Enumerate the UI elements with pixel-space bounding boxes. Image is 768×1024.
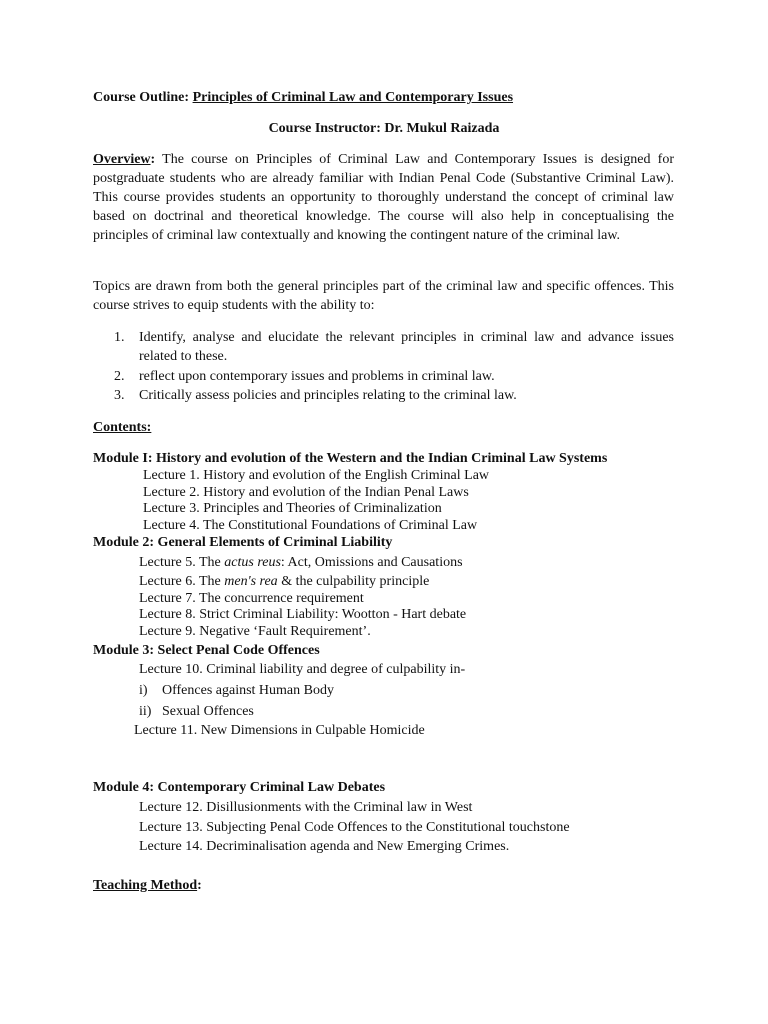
topics-paragraph: Topics are drawn from both the general principles part of the criminal law and specific offences. This course strives to equip students with the ability to: <box>93 279 674 313</box>
lecture-item: Lecture 5. The actus reus: Act, Omissions and Causations <box>139 555 463 570</box>
lecture-item: Lecture 4. The Constitutional Foundations of Criminal Law <box>143 518 478 533</box>
teaching-method-heading: Teaching Method: <box>93 878 202 893</box>
overview-label: Overview <box>93 152 151 167</box>
course-name: Principles of Criminal Law and Contemporary Issues <box>192 90 514 105</box>
lecture-item: Lecture 12. Disillusionments with the Criminal law in West <box>139 800 473 815</box>
module-heading: Module I: History and evolution of the Western and the Indian Criminal Law Systems <box>93 451 608 466</box>
lecture-item: Lecture 7. The concurrence requirement <box>139 591 364 606</box>
lecture-item: Lecture 1. History and evolution of the English Criminal Law <box>143 468 490 483</box>
contents-heading: Contents: <box>93 420 152 435</box>
objective-number: 3. <box>114 388 125 403</box>
objective-number: 2. <box>114 369 125 384</box>
objective-item: reflect upon contemporary issues and problems in criminal law. <box>139 369 495 384</box>
sub-item: Offences against Human Body <box>162 683 334 698</box>
sub-item-number: i) <box>139 683 148 698</box>
module-heading: Module 2: General Elements of Criminal Liability <box>93 535 393 550</box>
lecture-item: Lecture 3. Principles and Theories of Criminalization <box>143 501 442 516</box>
objective-number: 1. <box>114 330 125 345</box>
objective-item: Critically assess policies and principles relating to the criminal law. <box>139 388 517 403</box>
lecture-item: Lecture 10. Criminal liability and degree of culpability in- <box>139 662 466 677</box>
lecture-item: Lecture 6. The men's rea & the culpability principle <box>139 574 430 589</box>
module-heading: Module 3: Select Penal Code Offences <box>93 643 320 658</box>
overview-text: The course on Principles of Criminal Law and Contemporary Issues is designed for postgraduate students who are already familiar with Indian Penal Code (Substantive Criminal Law). This course provides students an opportunity to thoroughly understand the concept of criminal law based on doctrinal and theoretical knowledge. The course will also help in conceptualising the principles of criminal law contextually and knowing the contingent nature of the criminal law. <box>93 152 675 243</box>
course-outline-label: Course Outline: <box>93 90 190 105</box>
course-instructor: Course Instructor: Dr. Mukul Raizada <box>268 121 500 136</box>
lecture-item: Lecture 14. Decriminalisation agenda and New Emerging Crimes. <box>139 839 510 854</box>
lecture-item: Lecture 8. Strict Criminal Liability: Wootton - Hart debate <box>139 607 467 622</box>
sub-item: Sexual Offences <box>162 704 254 719</box>
course-outline-title <box>93 88 513 107</box>
lecture-item: Lecture 9. Negative ‘Fault Requirement’. <box>139 624 371 639</box>
sub-item-number: ii) <box>139 704 152 719</box>
objective-item: Identify, analyse and elucidate the relevant principles in criminal law and advance issues related to these. <box>139 330 674 364</box>
module-heading: Module 4: Contemporary Criminal Law Debates <box>93 780 386 795</box>
lecture-item: Lecture 11. New Dimensions in Culpable Homicide <box>134 723 425 738</box>
overview-paragraph: Overview: The course on Principles of Criminal Law and Contemporary Issues is designed for postgraduate students who are already familiar with Indian Penal Code (Substantive Criminal Law). This course provides students an opportunity to thoroughly understand the concept of criminal law based on doctrinal and theoretical knowledge. The course will also help in conceptualising the principles of criminal law contextually and knowing the contingent nature of the criminal law. <box>93 152 675 243</box>
lecture-item: Lecture 2. History and evolution of the Indian Penal Laws <box>143 485 469 500</box>
lecture-item: Lecture 13. Subjecting Penal Code Offences to the Constitutional touchstone <box>139 820 570 835</box>
